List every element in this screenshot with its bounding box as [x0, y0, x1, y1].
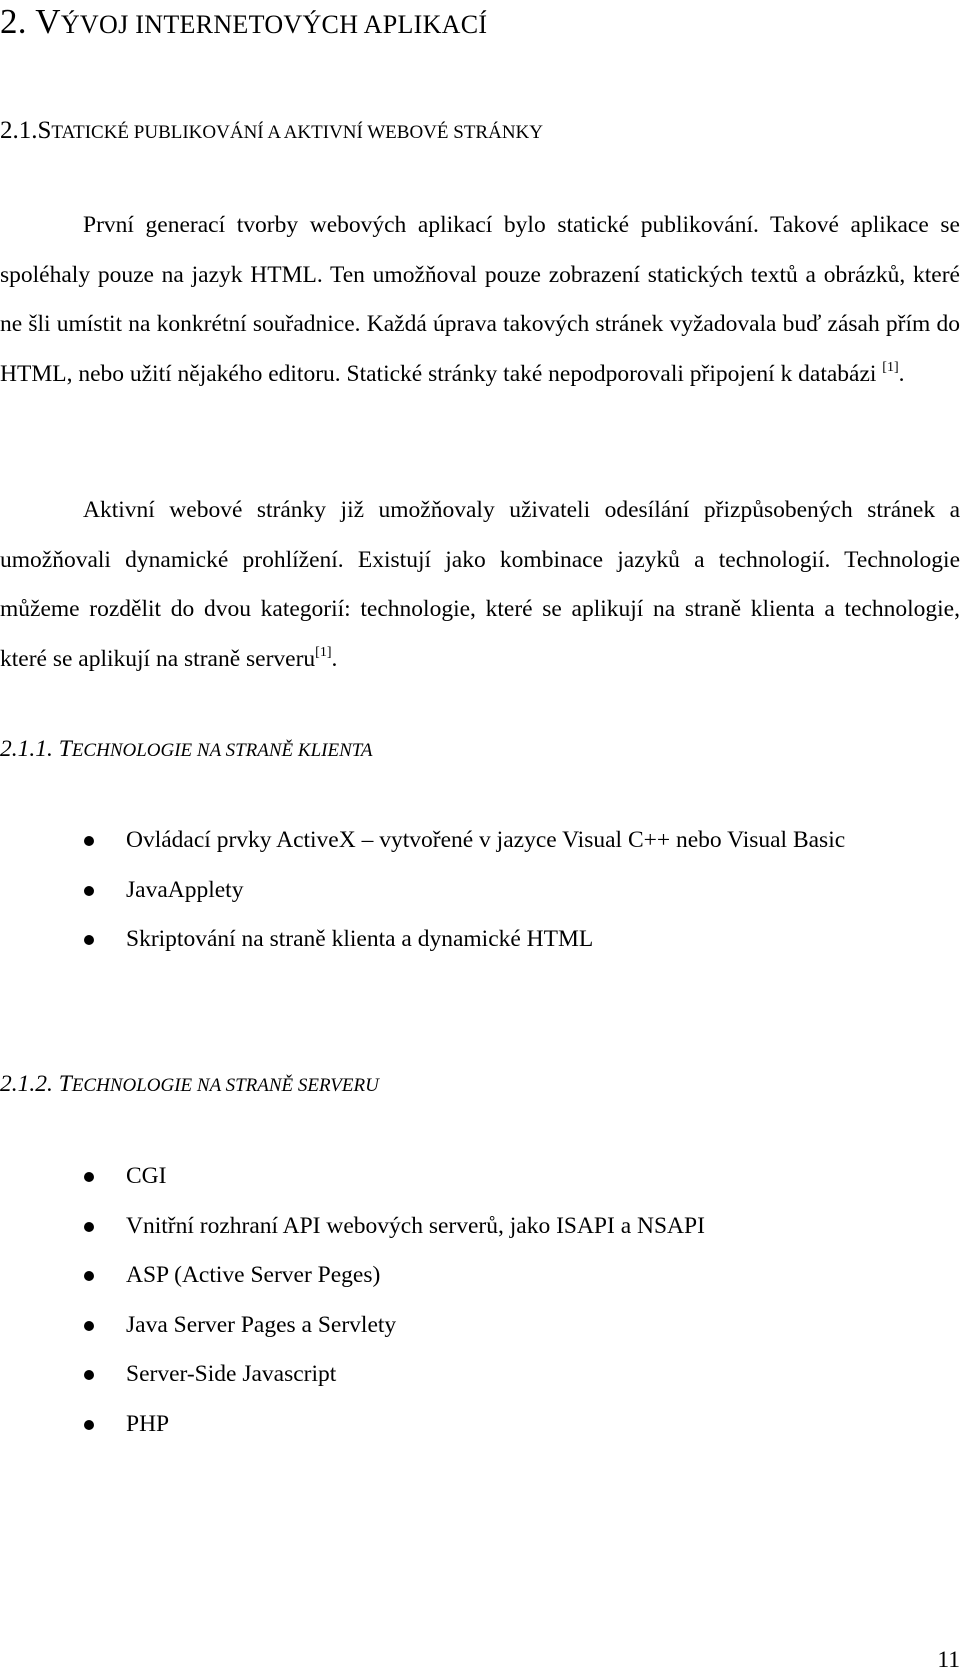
section-title-rest: TATICKÉ PUBLIKOVÁNÍ A AKTIVNÍ WEBOVÉ STRÁNKY [51, 122, 543, 143]
section-number: 2.1. [0, 117, 38, 144]
page-number: 11 [937, 1647, 960, 1673]
list-item-text: Skriptování na straně klienta a dynamické HTML [126, 926, 594, 952]
bullet-icon [84, 1222, 94, 1232]
bullet-icon [84, 1370, 94, 1380]
chapter-title-rest: ÝVOJ INTERNETOVÝCH APLIKACÍ [60, 10, 488, 39]
subsection-number: 2.1.1. [0, 736, 53, 762]
chapter-title-initial: V [35, 2, 61, 41]
citation-ref: [1] [315, 644, 332, 660]
bullet-icon [84, 886, 94, 896]
client-technologies-list [0, 816, 960, 965]
list-item-text: Vnitřní rozhraní API webových serverů, jako ISAPI a NSAPI [126, 1212, 705, 1239]
list-item [0, 1152, 960, 1202]
chapter-number: 2. [0, 2, 27, 41]
section-title [0, 113, 543, 151]
subsection-title-rest: ECHNOLOGIE NA STRANĚ SERVERU [71, 1075, 379, 1096]
bullet-icon [84, 1271, 94, 1281]
subsection-title-initial: T [58, 1071, 72, 1097]
subsection-title-initial: T [58, 736, 72, 762]
list-item-text: JavaApplety [126, 876, 244, 903]
bullet-icon [84, 836, 94, 846]
citation-ref: [1] [882, 359, 899, 375]
list-item [0, 1400, 960, 1450]
section-title-initial: S [37, 117, 52, 144]
list-item-text: Server-Side Javascript [126, 1361, 337, 1387]
list-item-text: PHP [126, 1410, 170, 1437]
paragraph-text: Aktivní webové stránky již umožňovaly uživateli odesílání přizpůsobených stránek a umožňovali dynamické prohlížení. Existují jako kombinace jazyků a technologií. Technologie můžeme rozdělit do dvou kategorií: technologie, které se aplikují na straně klienta a technologie, které se aplikují na straně serveru [0, 497, 960, 672]
bullet-icon [84, 1321, 94, 1331]
paragraph-end: . [331, 645, 338, 672]
bullet-icon [84, 1420, 94, 1430]
list-item [0, 1251, 960, 1301]
subsection-title-client [0, 733, 373, 767]
list-item-text: Java Server Pages a Servlety [126, 1311, 397, 1338]
paragraph-end: . [898, 360, 905, 387]
paragraph-active-pages [0, 486, 960, 684]
list-item-text: ASP (Active Server Peges) [126, 1262, 381, 1288]
bullet-icon [84, 1172, 94, 1182]
paragraph-static-publishing [0, 201, 960, 399]
subsection-title-rest: ECHNOLOGIE NA STRANĚ KLIENTA [71, 740, 373, 761]
list-item [0, 1350, 960, 1400]
list-item [0, 1301, 960, 1351]
server-technologies-list [0, 1152, 960, 1449]
subsection-number: 2.1.2. [0, 1071, 53, 1097]
list-item [0, 1202, 960, 1252]
paragraph-text: První generací tvorby webových aplikací bylo statické publikování. Takové aplikace se spoléhaly pouze na jazyk HTML. Ten umožňoval pouze zobrazení statických textů a obrázků, které ne šli umístit na konkrétní souřadnice. Každá úprava takových stránek vyžadovala buď zásah přím do HTML, nebo užití nějakého editoru. Statické stránky také nepodporovali připojení k databázi [0, 212, 960, 387]
bullet-icon [84, 935, 94, 945]
list-item [0, 915, 960, 965]
list-item-text: CGI [126, 1163, 167, 1189]
subsection-title-server [0, 1068, 379, 1102]
list-item [0, 866, 960, 916]
chapter-title [0, 0, 487, 47]
list-item [0, 816, 960, 866]
list-item-text: Ovládací prvky ActiveX – vytvořené v jazyce Visual C++ nebo Visual Basic [126, 827, 846, 853]
